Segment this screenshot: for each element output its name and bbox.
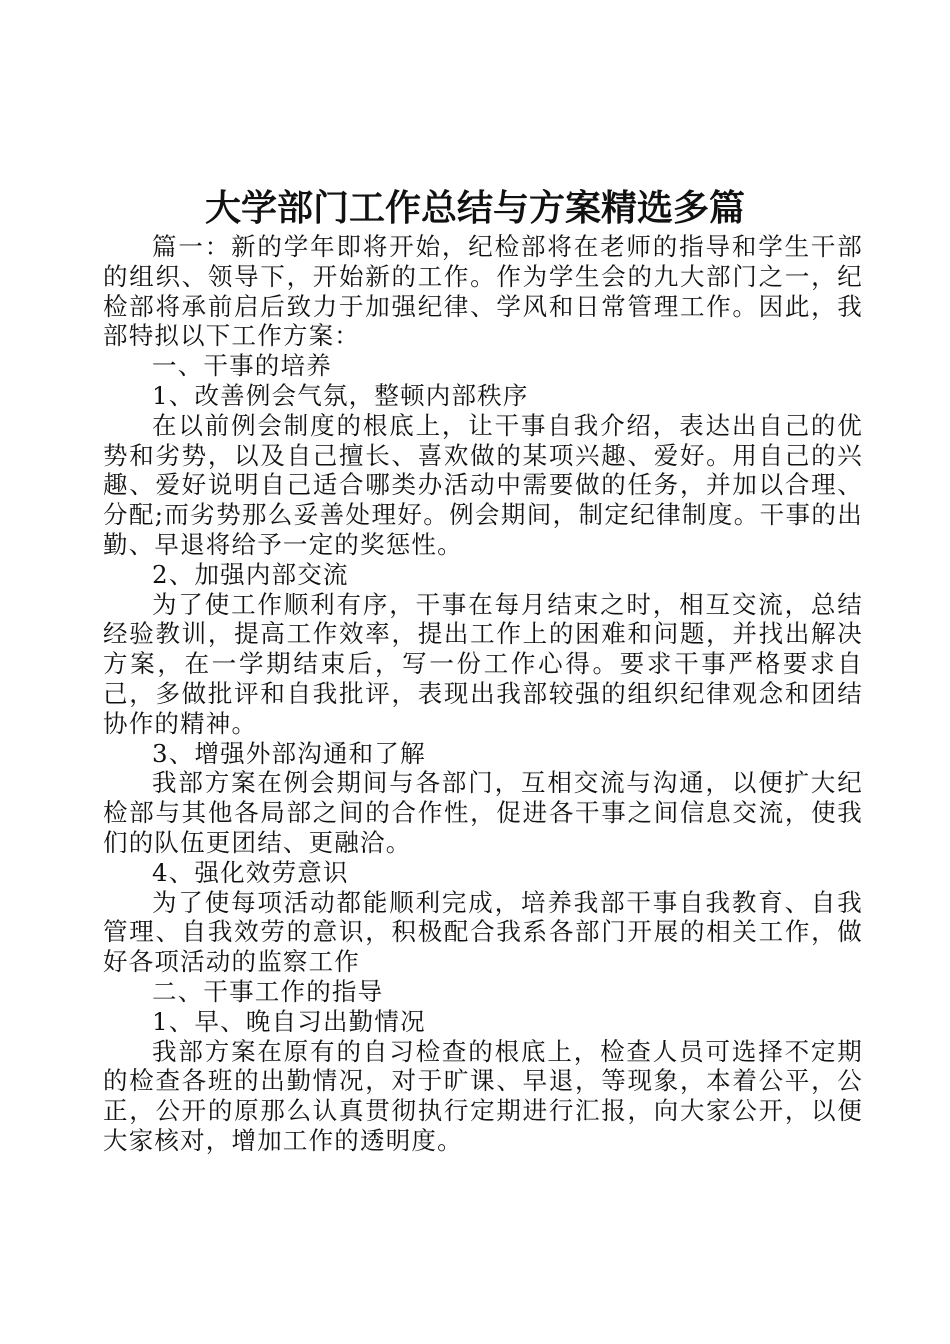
subheading-1-1: 1、改善例会气氛，整顿内部秩序 bbox=[152, 380, 529, 410]
paragraph-intro: 篇一：新的学年即将开始，纪检部将在老师的指导和学生干部的组织、领导下，开始新的工作。作为学生会的九大部门之一，纪检部将承前启后致力于加强纪律、学风和日常管理工作。因此，我部特拟以下工作方案： bbox=[103, 232, 863, 351]
subheading-1-4: 4、强化效劳意识 bbox=[152, 857, 349, 887]
section-heading-2: 二、干事工作的指导 bbox=[152, 976, 384, 1006]
paragraph: 我部方案在例会期间与各部门，互相交流与沟通，以便扩大纪检部与其他各局部之间的合作性，促进各干事之间信息交流，使我们的队伍更团结、更融洽。 bbox=[103, 768, 863, 857]
subheading-2-1: 1、早、晚自习出勤情况 bbox=[152, 1006, 426, 1036]
paragraph: 在以前例会制度的根底上，让干事自我介绍，表达出自己的优势和劣势，以及自己擅长、喜欢做的某项兴趣、爱好。用自己的兴趣、爱好说明自己适合哪类办活动中需要做的任务，并加以合理、分配;而劣势那么妥善处理好。例会期间，制定纪律制度。干事的出勤、早退将给予一定的奖惩性。 bbox=[103, 410, 863, 559]
subheading-1-3: 3、增强外部沟通和了解 bbox=[152, 738, 426, 768]
subheading-1-2: 2、加强内部交流 bbox=[152, 559, 349, 589]
paragraph: 为了使每项活动都能顺利完成，培养我部干事自我教育、自我管理、自我效劳的意识，积极配合我系各部门开展的相关工作，做好各项活动的监察工作 bbox=[103, 887, 863, 977]
document-title: 大学部门工作总结与方案精选多篇 bbox=[204, 187, 745, 229]
paragraph: 为了使工作顺利有序，干事在每月结束之时，相互交流，总结经验教训，提高工作效率，提出工作上的困难和问题，并找出解决方案，在一学期结束后，写一份工作心得。要求干事严格要求自己，多做批评和自我批评，表现出我部较强的组织纪律观念和团结协作的精神。 bbox=[103, 589, 863, 738]
paragraph: 我部方案在原有的自习检查的根底上，检查人员可选择不定期的检查各班的出勤情况，对于旷课、早退，等现象，本着公平，公正，公开的原那么认真贯彻执行定期进行汇报，向大家公开，以便大家核对，增加工作的透明度。 bbox=[103, 1036, 863, 1155]
document-body bbox=[103, 232, 863, 1156]
section-heading-1: 一、干事的培养 bbox=[152, 351, 332, 381]
